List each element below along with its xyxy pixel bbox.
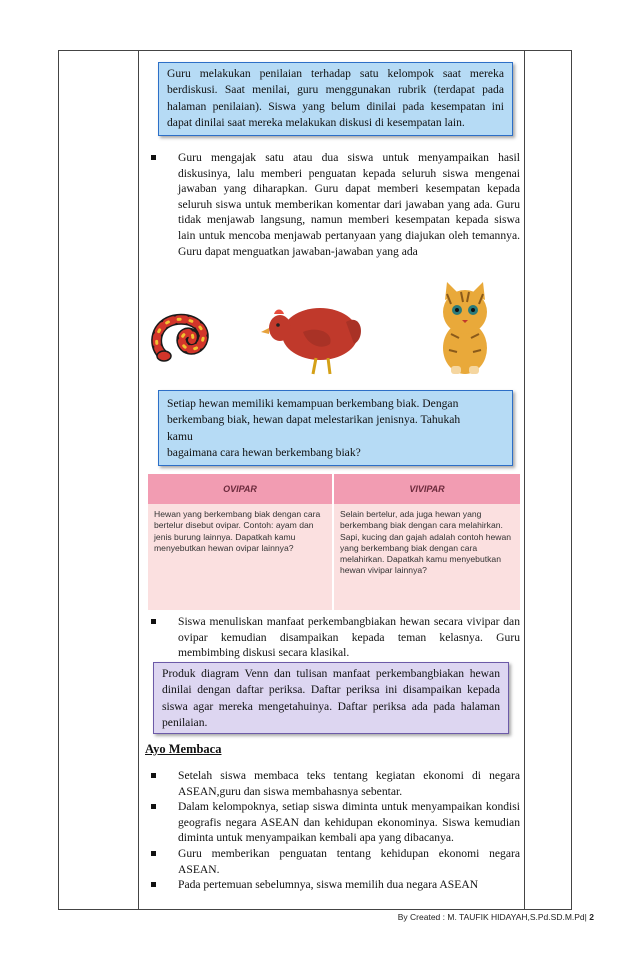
ovipar-text: Hewan yang berkembang biak dengan cara bertelur disebut ovipar. Contoh: ayam dan jenis burung lainnya. Dapatkah kamu menyebutkan hewan ovipar lainnya? — [148, 504, 332, 610]
assessment-note-text: Guru melakukan penilaian terhadap satu kelompok saat mereka berdiskusi. Saat menilai, guru menggunakan rubrik (terdapat pada halaman penilaian). Siswa yang belum dinilai pada kesempatan ini dapat dinilai saat mereka melakukan diskusi di kesempatan lain. — [167, 67, 504, 129]
bullet-square-icon — [151, 155, 156, 160]
question-line-2: berkembang biak, hewan dapat melestarikan jenisnya. Tahukah — [167, 413, 461, 427]
list-item — [148, 768, 520, 799]
hen-icon — [258, 292, 368, 378]
question-line-1: Setiap hewan memiliki kemampuan berkembang biak. Dengan — [167, 397, 459, 410]
venn-assessment-box — [153, 662, 509, 734]
column-divider-left — [138, 50, 139, 910]
bullet-square-icon — [151, 773, 156, 778]
bullet-square-icon — [151, 882, 156, 887]
footer-credit: By Created : M. TAUFIK HIDAYAH,S.Pd.SD.M.Pd — [397, 912, 585, 922]
vivipar-text: Selain bertelur, ada juga hewan yang berkembang biak dengan cara melahirkan. Sapi, kucing dan gajah adalah contoh hewan yang berkembang biak dengan cara melahirkan. Dapatkah kamu menyebutkan hewan vivipar lainnya? — [334, 504, 520, 610]
reading-bullets — [148, 768, 520, 893]
bullet-text: Dalam kelompoknya, setiap siswa diminta untuk menyampaikan kondisi geografis negara ASEAN dan kehidupan ekonominya. Siswa kemudian diminta untuk menyampaikan kembali apa yang dibacanya. — [178, 800, 520, 845]
vivipar-header: VIVIPAR — [334, 474, 520, 504]
bullet-text: Setelah siswa membaca teks tentang kegiatan ekonomi di negara ASEAN,guru dan siswa membahasnya sebentar. — [178, 769, 520, 798]
ovipar-header: OVIPAR — [148, 474, 332, 504]
venn-assessment-text: Produk diagram Venn dan tulisan manfaat perkembangbiakan hewan dinilai dengan daftar periksa. Daftar periksa ini disampaikan kepada siswa agar mereka mengetahuinya. Daftar periksa ada pada halaman penilaian. — [162, 667, 500, 729]
assessment-note-box — [158, 62, 513, 136]
question-box — [158, 390, 513, 466]
snake-icon — [150, 306, 220, 366]
section-heading: Ayo Membaca — [145, 742, 222, 756]
list-item — [148, 846, 520, 877]
bullet-text: Guru memberikan penguatan tentang kehidupan ekonomi negara ASEAN. — [178, 846, 520, 876]
page-footer — [398, 912, 594, 922]
bullet-square-icon — [151, 851, 156, 856]
bullet-text: Pada pertemuan sebelumnya, siswa memilih dua negara ASEAN — [178, 878, 479, 892]
bullet-text: Siswa menuliskan manfaat perkembangbiakan hewan secara vivipar dan ovipar kemudian disampaikan kepada teman kelasnya. Guru membimbing diskusi secara klasikal. — [178, 615, 520, 660]
question-line-3: kamu — [167, 429, 193, 443]
list-item — [148, 614, 520, 661]
bullet-square-icon — [151, 804, 156, 809]
page-number: 2 — [589, 912, 594, 922]
writing-bullets — [148, 614, 520, 661]
list-item — [148, 150, 520, 259]
bullet-text: Guru mengajak satu atau dua siswa untuk menyampaikan hasil diskusinya, lalu memberi penguatan kepada seluruh siswa mengenai jawaban yang diharapkan. Guru dapat memberi kesempatan kepada seluruh siswa untuk memberikan komentar dari jawaban yang ada. Guru tidak menjawab langsung, namun memberi kesempatan kepada siswa lain untuk mencoba menjawab pertanyaan yang diajukan oleh temannya. Guru dapat menguatkan jawaban-jawaban yang ada — [178, 151, 520, 258]
discussion-bullets — [148, 150, 520, 259]
column-divider-right — [524, 50, 525, 910]
list-item — [148, 799, 520, 846]
list-item — [148, 877, 520, 893]
ovipar-vivipar-table — [148, 474, 520, 610]
bullet-square-icon — [151, 619, 156, 624]
footer-separator: | — [584, 912, 587, 922]
cat-icon — [425, 280, 507, 376]
question-line-4: bagaimana cara hewan berkembang biak? — [167, 445, 361, 459]
